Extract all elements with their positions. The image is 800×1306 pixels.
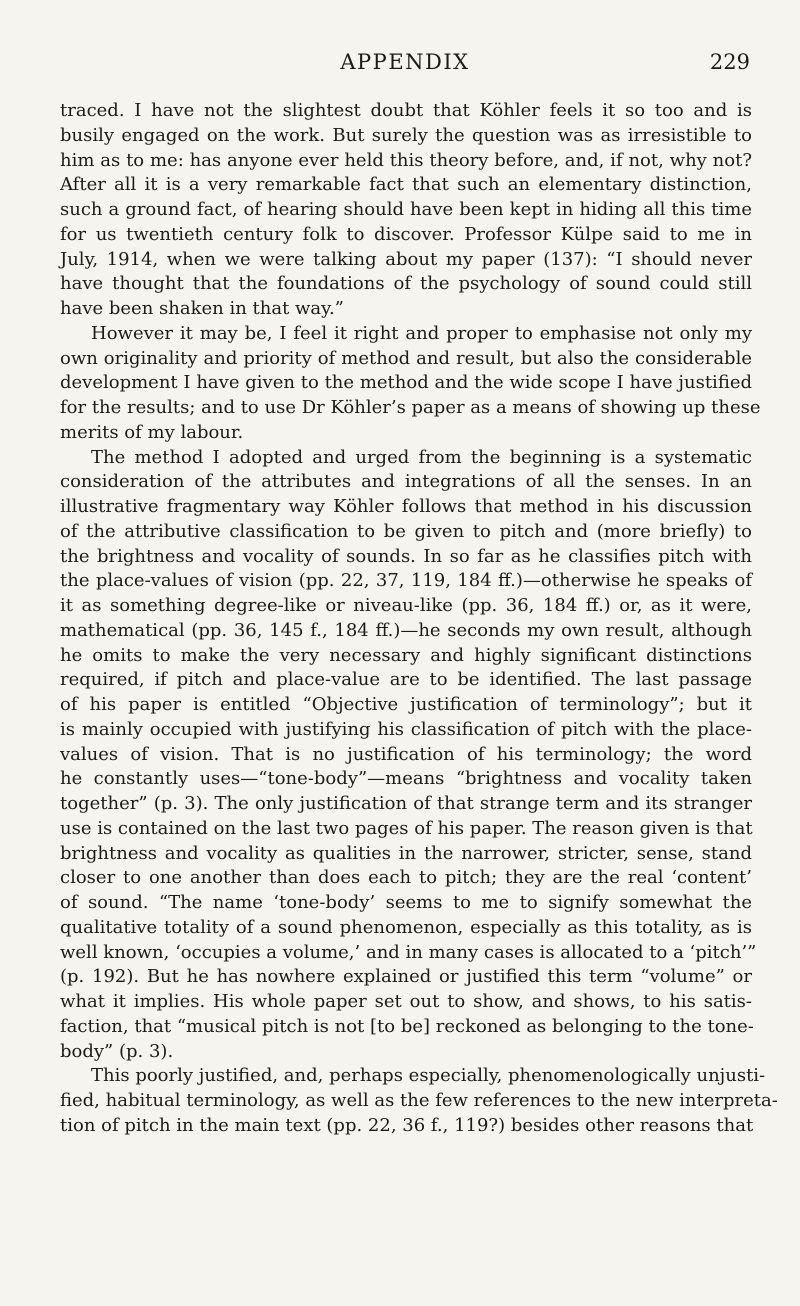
paragraph xyxy=(60,99,752,322)
text-line: busily engaged on the work. But surely the question was as irresistible to xyxy=(60,124,752,146)
text-line: values of vision. That is no justification of his terminology; the word xyxy=(60,743,752,765)
text-line: him as to me: has anyone ever held this theory before, and, if not, why not? xyxy=(60,149,752,171)
text-line: mathematical (pp. 36, 145 f., 184 ff.)—he seconds my own result, although xyxy=(60,619,752,641)
text-line: it as something degree-like or niveau-like (pp. 36, 184 ff.) or, as it were, xyxy=(60,595,752,616)
paragraph xyxy=(60,322,761,446)
text-line: faction, that “musical pitch is not [to be] reckoned as belonging to the tone- xyxy=(60,1015,754,1037)
text-line: After all it is a very remarkable fact that such an elementary distinction, xyxy=(60,174,752,196)
text-line: (p. 192). But he has nowhere explained or justified this term “volume” or xyxy=(60,966,752,988)
text-line: traced. I have not the slightest doubt that Köhler feels it so too and is xyxy=(60,100,752,121)
text-line: for the results; and to use Dr Köhler’s paper as a means of showing up these xyxy=(60,397,761,418)
body-text xyxy=(60,99,778,1139)
text-line: he omits to make the very necessary and highly significant distinctions xyxy=(60,644,752,666)
text-line: closer to one another than does each to pitch; they are the real ‘content’ xyxy=(60,867,752,889)
text-line: is mainly occupied with justifying his classification of pitch with the place- xyxy=(60,718,752,740)
text-line: the brightness and vocality of sounds. In so far as he classifies pitch with xyxy=(60,545,752,567)
text-line: have thought that the foundations of the psychology of sound could still xyxy=(60,273,752,295)
text-line: for us twentieth century folk to discover. Professor Külpe said to me in xyxy=(60,223,752,245)
text-line: brightness and vocality as qualities in the narrower, stricter, sense, stand xyxy=(60,842,752,864)
text-line: However it may be, I feel it right and proper to emphasise not only my xyxy=(91,322,752,344)
paragraph xyxy=(60,446,757,1065)
text-line: own originality and priority of method and result, but also the considerable xyxy=(60,347,752,369)
text-line: consideration of the attributes and integrations of all the senses. In an xyxy=(60,471,752,493)
text-line: use is contained on the last two pages of his paper. The reason given is that xyxy=(60,817,753,839)
paragraph xyxy=(60,1064,778,1138)
text-line: body” (p. 3). xyxy=(60,1040,174,1062)
page-number: 229 xyxy=(709,50,750,74)
text-line: together” (p. 3). The only justification of that strange term and its stranger xyxy=(60,793,752,814)
text-line: of his paper is entitled “Objective justification of terminology”; but it xyxy=(60,694,752,715)
text-line: such a ground fact, of hearing should have been kept in hiding all this time xyxy=(60,199,752,220)
text-line: fied, habitual terminology, as well as the few references to the new interpreta- xyxy=(60,1090,778,1111)
text-line: have been shaken in that way.” xyxy=(60,298,344,319)
text-line: required, if pitch and place-value are to be identified. The last passage xyxy=(60,669,752,691)
text-line: of sound. “The name ‘tone-body’ seems to me to signify somewhat the xyxy=(60,892,752,913)
text-line: he constantly uses—“tone-body”—means “brightness and vocality taken xyxy=(60,768,752,790)
text-line: tion of pitch in the main text (pp. 22, 36 f., 119?) besides other reasons that xyxy=(60,1114,754,1136)
running-head xyxy=(60,50,750,80)
text-line: the place-values of vision (pp. 22, 37, 119, 184 ff.)—otherwise he speaks of xyxy=(60,570,752,592)
text-line: well known, ‘occupies a volume,’ and in many cases is allocated to a ‘pitch’” xyxy=(60,941,757,963)
text-line: merits of my labour. xyxy=(60,421,244,443)
text-line: This poorly justified, and, perhaps especially, phenomenologically unjusti- xyxy=(91,1065,766,1087)
text-line: qualitative totality of a sound phenomenon, especially as this totality, as is xyxy=(60,916,752,938)
text-line: July, 1914, when we were talking about my paper (137): “I should never xyxy=(60,248,752,270)
text-line: development I have given to the method and the wide scope I have justified xyxy=(60,372,752,394)
text-line: of the attributive classification to be given to pitch and (more briefly) to xyxy=(60,520,752,542)
text-line: The method I adopted and urged from the beginning is a systematic xyxy=(91,446,752,468)
text-line: illustrative fragmentary way Köhler follows that method in his discussion xyxy=(60,496,752,517)
running-title: APPENDIX xyxy=(340,50,470,74)
text-line: what it implies. His whole paper set out to show, and shows, to his satis- xyxy=(60,991,752,1012)
